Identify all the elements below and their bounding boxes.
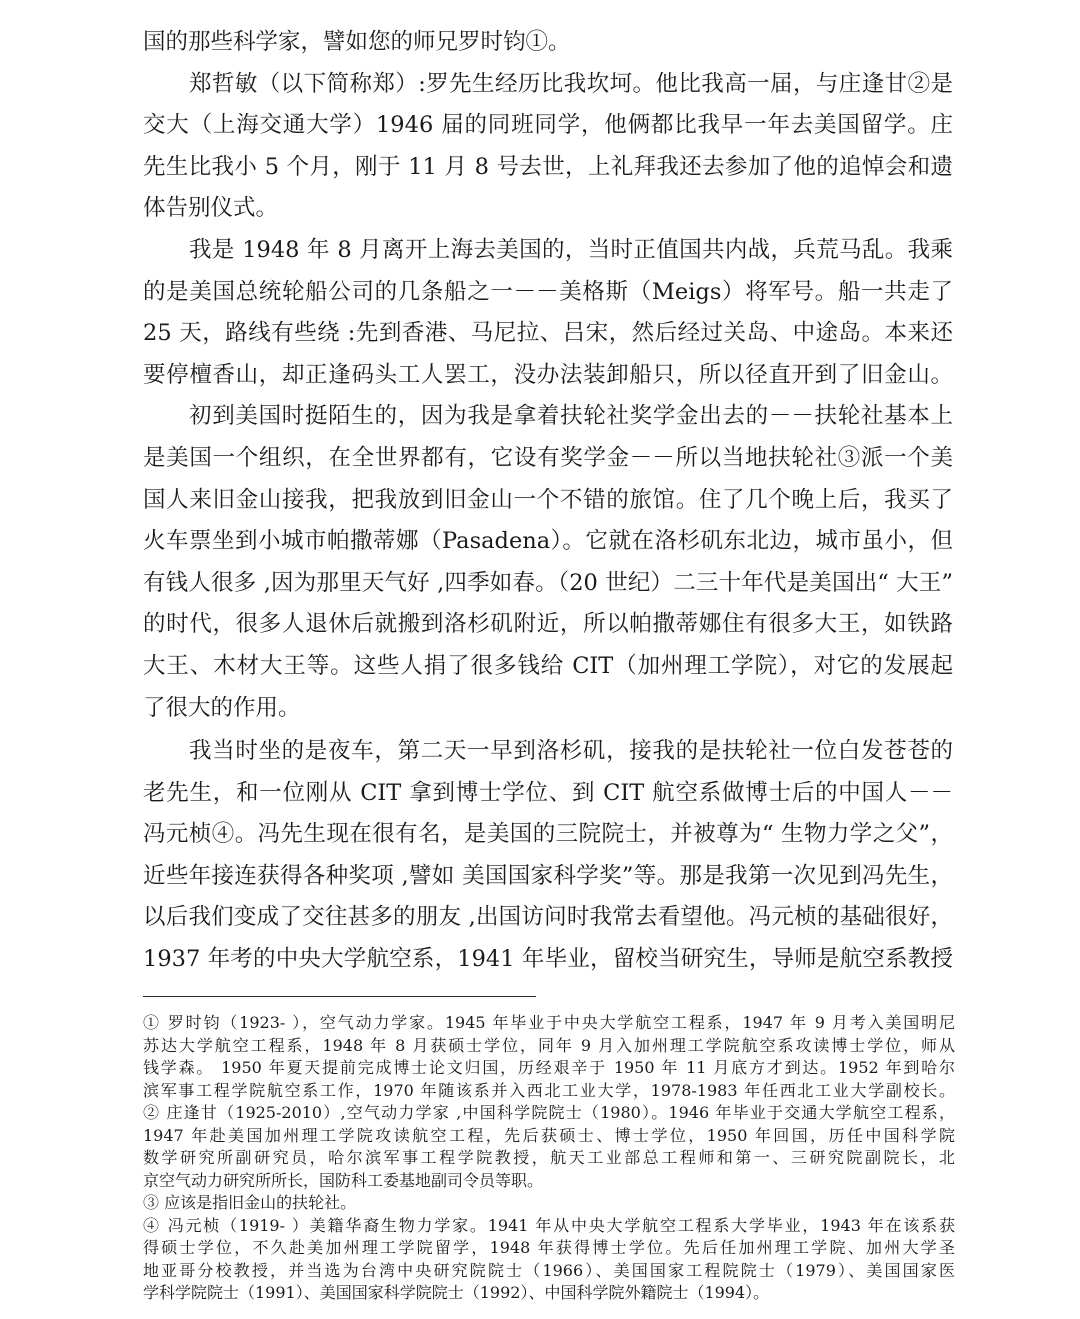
text-line: 大王、木材大王等。这些人捐了很多钱给 CIT（加州理工学院），对它的发展起 (143, 652, 953, 679)
footnote-line: 滨军事工程学院航空系工作，1970 年随该系并入西北工业大学，1978-1983 年任西北工业大学副校长。 (143, 1080, 955, 1100)
footnotes (143, 1012, 955, 1305)
text-line: 我当时坐的是夜车，第二天一早到洛杉矶，接我的是扶轮社一位白发苍苍的 (189, 738, 953, 765)
text-line: 国人来旧金山接我，把我放到旧金山一个不错的旅馆。住了几个晚上后，我买了 (143, 486, 953, 513)
text-line: 25 天，路线有些绕 :先到香港、马尼拉、吕宋，然后经过关岛、中途岛。本来还 (143, 320, 953, 347)
footnote-divider (143, 996, 536, 997)
text-line: 近些年接连获得各种奖项 ,譬如 美国国家科学奖”等。那是我第一次见到冯先生， (143, 862, 953, 889)
text-line: 要停檀香山，却正逢码头工人罢工，没办法装卸船只，所以径直开到了旧金山。 (143, 361, 953, 388)
footnote-line: 苏达大学航空工程系，1948 年 8 月获硕士学位，同年 9 月入加州理工学院航空系攻读博士学位，师从 (143, 1035, 955, 1055)
footnote-line: 地亚哥分校教授，并当选为台湾中央研究院院士（1966）、美国国家工程院院士（1979）、美国国家医 (143, 1260, 955, 1280)
text-line: 的时代，很多人退休后就搬到洛杉矶附近，所以帕撒蒂娜住有很多大王，如铁路 (143, 611, 953, 638)
text-line: 初到美国时挺陌生的，因为我是拿着扶轮社奖学金出去的－－扶轮社基本上 (189, 403, 953, 430)
text-line: 的是美国总统轮船公司的几条船之一－－美格斯（Meigs）将军号。船一共走了 (143, 278, 953, 305)
text-line: 火车票坐到小城市帕撒蒂娜（Pasadena）。它就在洛杉矶东北边，城市虽小，但 (143, 528, 953, 555)
text-line: 是美国一个组织，在全世界都有，它设有奖学金－－所以当地扶轮社③派一个美 (143, 444, 953, 471)
text-line: 郑哲敏（以下简称郑）:罗先生经历比我坎坷。他比我高一届，与庄逢甘②是 (189, 70, 953, 97)
footnote-line: 数学研究所副研究员，哈尔滨军事工程学院教授，航天工业部总工程师和第一、三研究院副院长，北 (143, 1148, 955, 1167)
text-line: 国的那些科学家，譬如您的师兄罗时钧①。 (143, 29, 571, 55)
text-line: 以后我们变成了交往甚多的朋友 ,出国访问时我常去看望他。冯元桢的基础很好， (143, 904, 953, 931)
text-line: 体告别仪式。 (143, 195, 279, 222)
footnote-line: 京空气动力研究所所长，国防科工委基地副司令员等职。 (143, 1170, 544, 1190)
text-line: 我是 1948 年 8 月离开上海去美国的，当时正值国共内战，兵荒马乱。我乘 (189, 236, 953, 263)
text-line: 了很大的作用。 (143, 694, 301, 721)
footnote-line: ① 罗时钧（1923- ），空气动力学家。1945 年毕业于中央大学航空工程系，1947 年 9 月考入美国明尼 (143, 1013, 955, 1032)
text-line: 有钱人很多 ,因为那里天气好 ,四季如春。（20 世纪）二三十年代是美国出“ 大王” (143, 569, 953, 596)
footnote-line: 1947 年赴美国加州理工学院攻读航空工程，先后获硕士、博士学位，1950 年回国，历任中国科学院 (143, 1125, 955, 1145)
text-line: 先生比我小 5 个月，刚于 11 月 8 号去世，上礼拜我还去参加了他的追悼会和遗 (143, 153, 953, 180)
footnote-line: ③ 应该是指旧金山的扶轮社。 (143, 1193, 357, 1212)
text-line: 老先生，和一位刚从 CIT 拿到博士学位、到 CIT 航空系做博士后的中国人－－ (143, 779, 953, 806)
footnote-line: ④ 冯元桢（1919- ）美籍华裔生物力学家。1941 年从中央大学航空工程系大学毕业，1943 年在该系获 (143, 1215, 955, 1235)
footnote-line: 钱学森。 1950 年夏天提前完成博士论文归国，历经艰辛于 1950 年 11 月底方才到达。1952 年到哈尔 (143, 1058, 955, 1077)
main-text (143, 22, 953, 981)
footnote-line: ② 庄逢甘（1925-2010）,空气动力学家 ,中国科学院院士（1980）。1946 年毕业于交通大学航空工程系， (143, 1103, 955, 1122)
footnote-line: 得硕士学位，不久赴美加州理工学院留学，1948 年获得博士学位。先后任加州理工学院、加州大学圣 (143, 1238, 955, 1257)
text-line: 交大（上海交通大学）1946 届的同班同学，他俩都比我早一年去美国留学。庄 (143, 112, 953, 139)
footnote-line: 学科学院院士（1991）、美国国家科学院院士（1992）、中国科学院外籍院士（1994）。 (143, 1283, 770, 1302)
text-line: 冯元桢④。冯先生现在很有名，是美国的三院院士，并被尊为“ 生物力学之父”， (143, 821, 953, 848)
text-line: 1937 年考的中央大学航空系，1941 年毕业，留校当研究生，导师是航空系教授 (143, 946, 953, 973)
